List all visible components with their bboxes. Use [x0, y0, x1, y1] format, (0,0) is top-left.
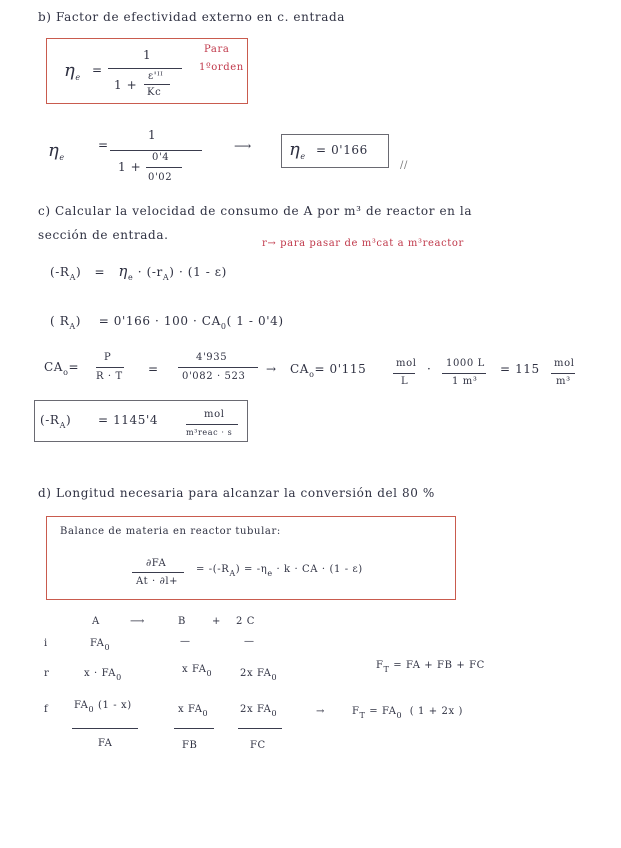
rate-equation: $(-R_A)$ = $\eta_e \cdot (-r_A) \cdot (1 - \varepsilon)$	[50, 262, 227, 282]
unit2-den: 1 m³	[452, 376, 478, 387]
underline-A	[72, 728, 138, 729]
cao-frac-bar	[96, 367, 124, 368]
under-C: FC	[250, 740, 266, 751]
stoich-arrow: ⟶	[130, 616, 145, 627]
total-flow-arrow: →	[316, 706, 325, 717]
row-i-A: $FA_0$	[90, 638, 111, 652]
total-flow-final: $F_T = FA_0$ ( 1 + 2x )	[352, 706, 464, 720]
inner-fraction-denominator: Kc	[147, 87, 162, 98]
calc-inner-bar	[146, 167, 182, 168]
balance-rhs: = $-(-R_A) = -\eta_e \cdot k$ · CA · (1 - ε)	[196, 564, 363, 578]
cao-arrow: →	[266, 362, 277, 376]
cao-label: $CA_o=$	[44, 360, 80, 377]
row-f-label: f	[44, 704, 49, 715]
under-B: FB	[182, 740, 198, 751]
cao-frac-den: R · T	[96, 371, 123, 382]
section-d-heading: d) Longitud necesaria para alcanzar la conversión del 80 %	[38, 486, 435, 500]
row-f-C: 2x $FA_0$	[240, 704, 278, 718]
balance-frac-bar	[132, 572, 184, 573]
stoich-plus: +	[212, 616, 221, 627]
inner-fraction-bar	[144, 84, 170, 85]
unit-dot: ·	[427, 362, 432, 376]
first-order-note-line1: Para	[204, 44, 230, 55]
row-r-C: 2x $FA_0$	[240, 668, 278, 682]
cao-frac-num: P	[104, 352, 112, 363]
unit1-num: mol	[396, 358, 417, 369]
cao-eq2: =	[148, 362, 159, 376]
unit3-bar	[551, 373, 575, 374]
section-b-heading: b) Factor de efectividad externo en c. entrada	[38, 10, 346, 24]
row-r-A: $x \cdot FA_0$	[84, 668, 122, 682]
unit1-bar	[393, 373, 415, 374]
balance-frac-num: ∂FA	[146, 558, 167, 569]
first-order-note-line2: 1ºorden	[199, 62, 244, 73]
row-r-label: r	[44, 668, 50, 679]
underline-C	[238, 728, 282, 729]
cao-frac2-den: 0'082 · 523	[182, 371, 246, 382]
unit1-den: L	[401, 376, 409, 387]
cao-frac2-num: 4'935	[196, 352, 228, 363]
calc-numerator: 1	[148, 128, 157, 142]
row-f-B: x $FA_0$	[178, 704, 209, 718]
result-eta-symbol: $\eta_e$	[289, 139, 306, 161]
stoich-B: B	[178, 616, 186, 627]
unit2-num: 1000 L	[446, 358, 485, 369]
calc-equals: =	[98, 138, 109, 152]
calc-inner-numerator: 0'4	[152, 152, 170, 163]
stoich-C: 2 C	[236, 616, 255, 627]
section-c-heading-line1: c) Calcular la velocidad de consumo de A por m³ de reactor en la	[38, 204, 473, 218]
calc-denominator-one: 1 +	[118, 160, 142, 174]
equals-sign: =	[92, 63, 103, 77]
row-r-B: x $FA_0$	[182, 664, 213, 678]
boxed-rate-lhs: $(-R_A)$	[40, 413, 72, 430]
final-eq: = 115	[500, 362, 540, 376]
check-tick: //	[400, 160, 408, 171]
cao-frac2-bar	[178, 367, 258, 368]
boxed-unit-bar	[186, 424, 238, 425]
boxed-unit-den: m³reac · s	[186, 428, 233, 437]
unit2-bar	[442, 373, 486, 374]
calc-inner-denominator: 0'02	[148, 172, 173, 183]
inner-fraction-numerator: ε'ᴵᴵ	[148, 71, 164, 82]
result-arrow: ⟶	[234, 139, 252, 153]
calc-fraction-bar	[110, 150, 202, 151]
under-A: FA	[98, 738, 113, 749]
cao-result: $CA_o= 0'115$	[290, 362, 367, 379]
section-c-heading-line2: sección de entrada.	[38, 228, 169, 242]
conversion-note: r→ para pasar de m³cat a m³reactor	[262, 238, 464, 249]
fraction-bar	[108, 68, 182, 69]
mass-balance-title: Balance de materia en reactor tubular:	[60, 526, 281, 537]
unit3-den: m³	[556, 376, 571, 387]
result-value: = 0'166	[316, 143, 368, 157]
eta-calc-symbol: $\eta_e$	[48, 140, 65, 162]
fraction-numerator: 1	[143, 48, 152, 62]
total-flow-eq: $F_T$ = FA + FB + FC	[376, 660, 485, 674]
boxed-unit-num: mol	[204, 409, 225, 420]
eta-symbol: $\eta_e$	[64, 60, 81, 82]
row-f-A: $FA_0$ (1 - x)	[74, 700, 132, 714]
balance-frac-den: At · ∂l+	[136, 576, 179, 587]
unit3-num: mol	[554, 358, 575, 369]
rate-substitution: ( $R_A$) = $0'166 \cdot 100 \cdot CA_0$( 1 - 0'4)	[50, 314, 284, 331]
row-i-B: —	[180, 636, 191, 647]
row-i-label: i	[44, 638, 48, 649]
underline-B	[174, 728, 214, 729]
fraction-denominator-one: 1 +	[114, 78, 138, 92]
boxed-rate-value: = 1145'4	[98, 413, 159, 427]
row-i-C: —	[244, 636, 255, 647]
stoich-A: A	[92, 616, 100, 627]
